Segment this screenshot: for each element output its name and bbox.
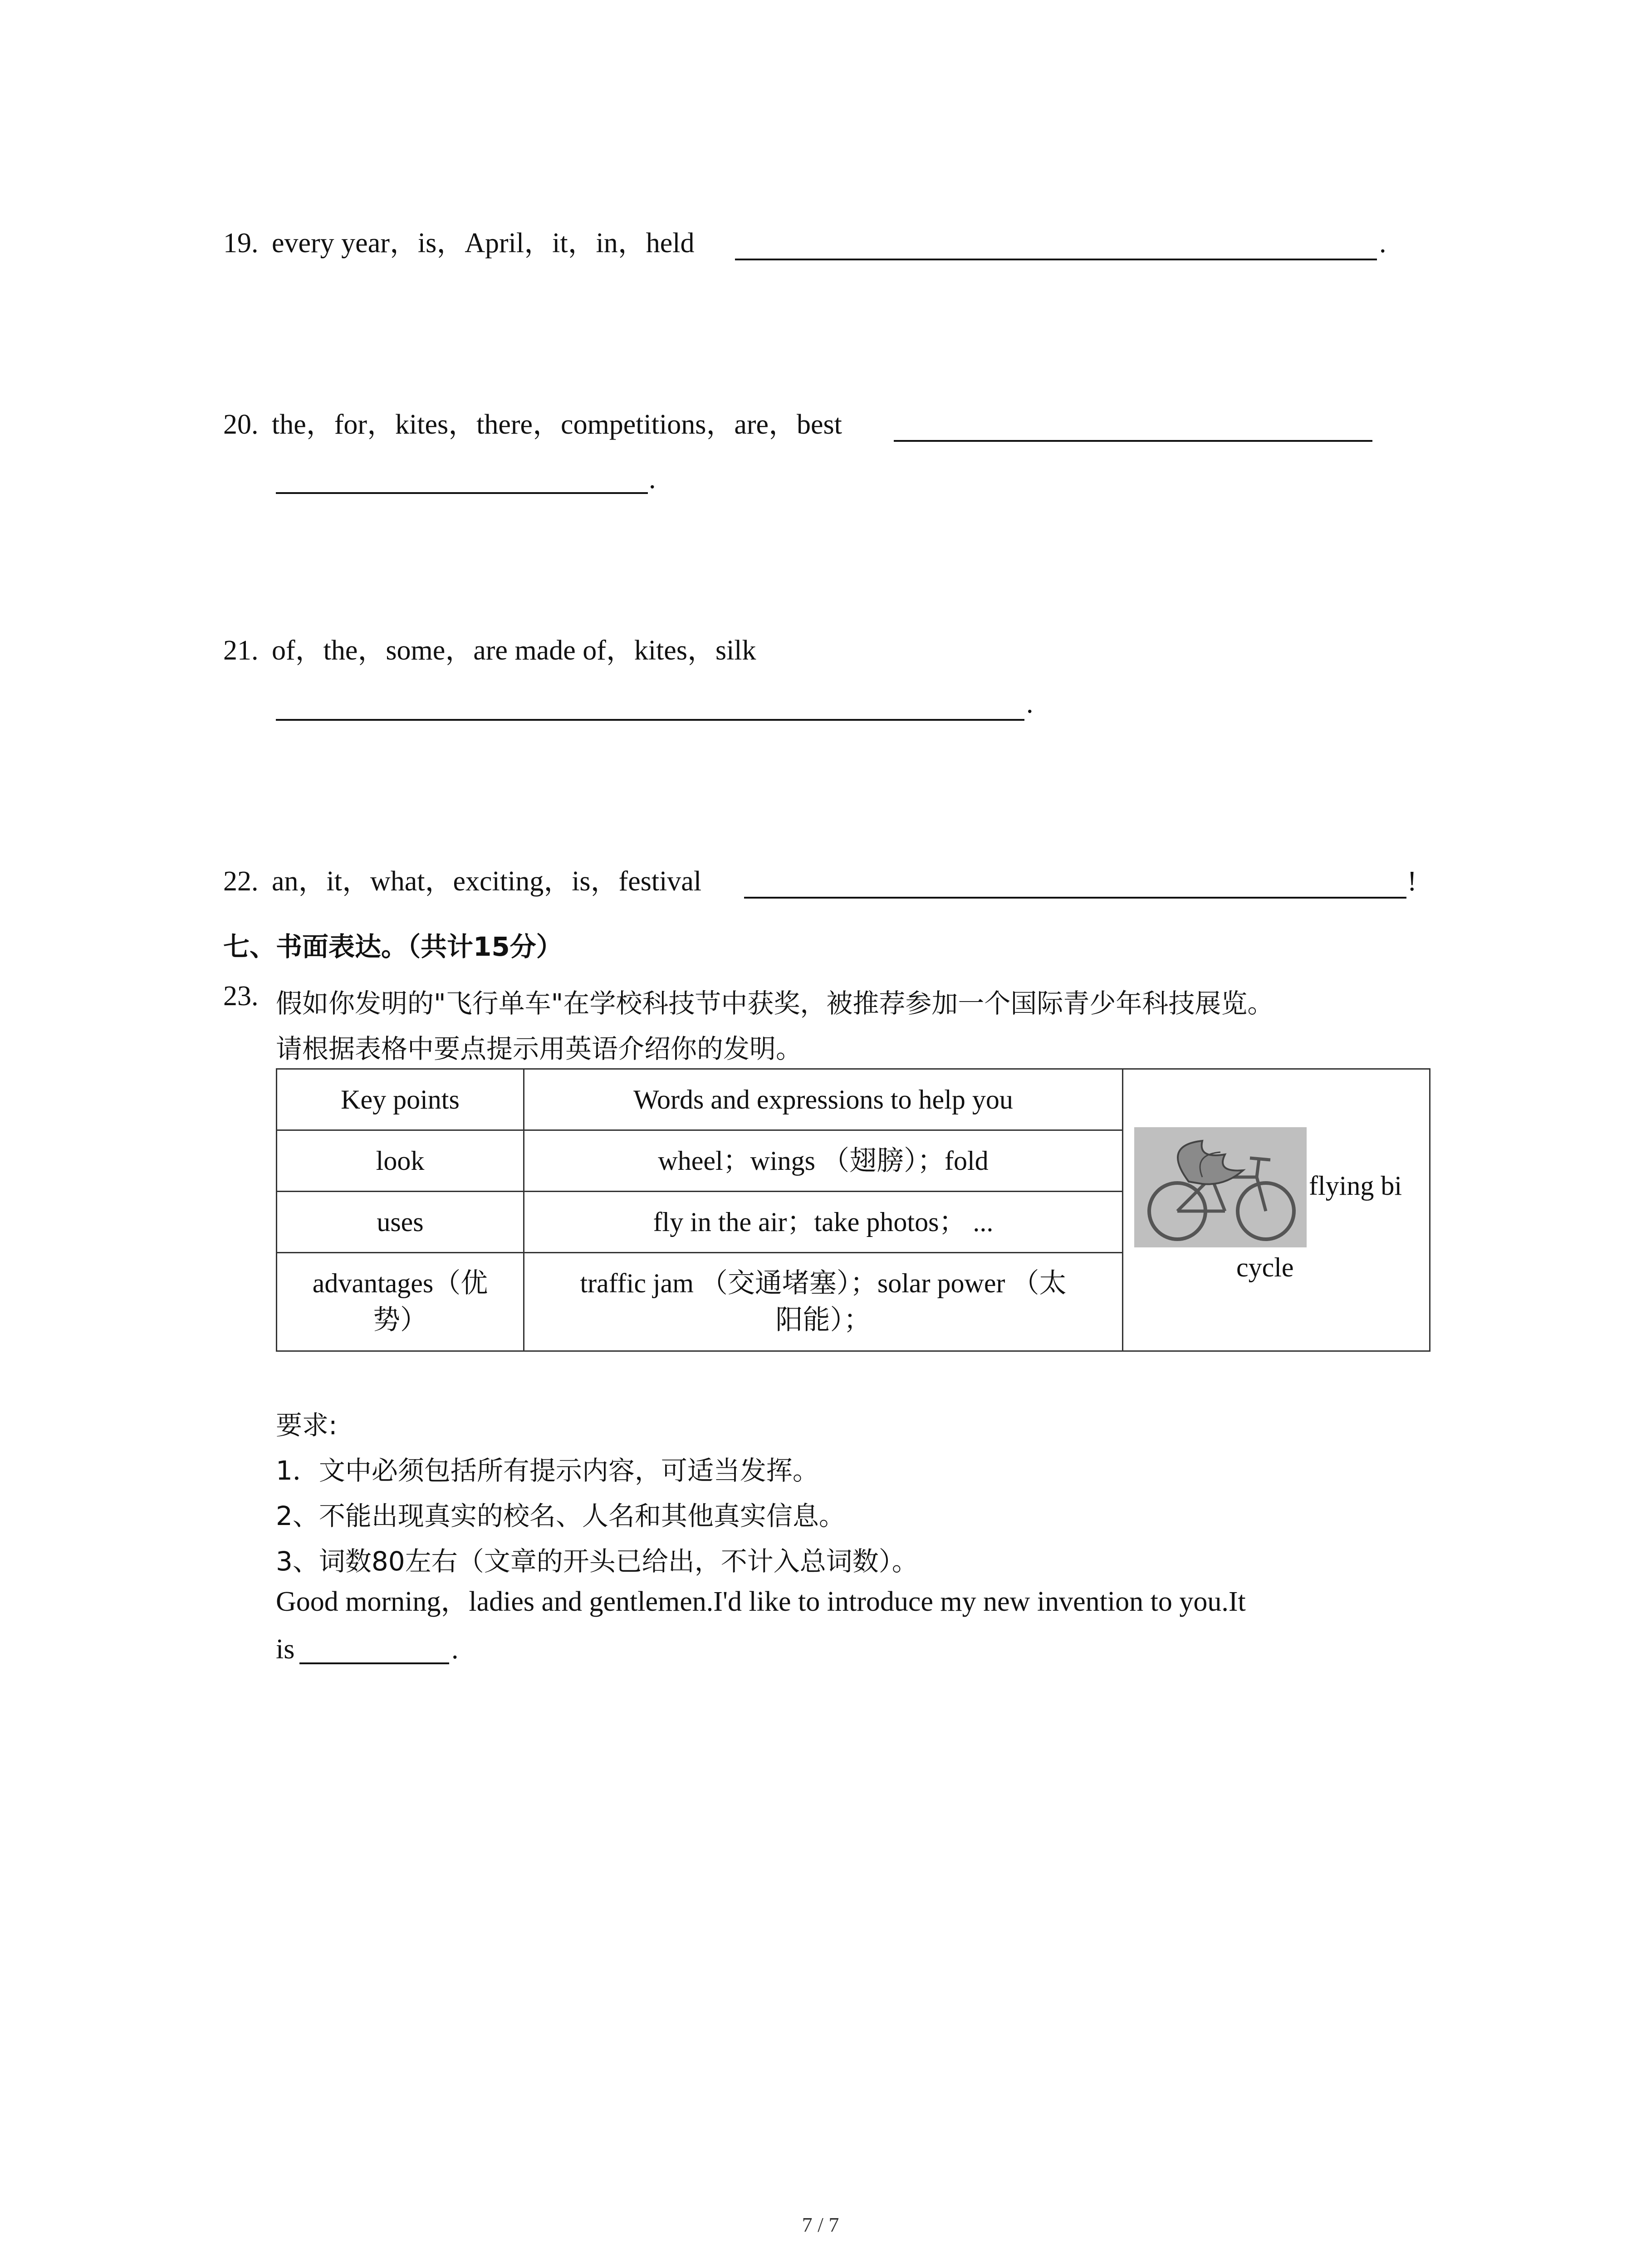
question-words: an，it，what，exciting，is，festival xyxy=(272,866,702,897)
words-line2: 阳能）； xyxy=(775,1305,871,1335)
end-punctuation-22: ! xyxy=(1407,866,1417,897)
question-21 xyxy=(223,636,756,665)
key-line1: advantages（优 xyxy=(312,1268,488,1298)
end-punctuation-20: . xyxy=(649,464,656,494)
bicycle-icon xyxy=(1134,1127,1307,1247)
requirement-item: 2、不能出现真实的校名、人名和其他真实信息。 xyxy=(276,1501,845,1531)
table-header-keypoints: Key points xyxy=(341,1084,460,1114)
page-number: 7 / 7 xyxy=(802,2213,839,2236)
question-number: 22. xyxy=(223,866,259,897)
answer-line-20a[interactable] xyxy=(894,440,1372,442)
question-number: 19. xyxy=(223,228,259,259)
image-caption-line2: cycle xyxy=(1236,1252,1294,1282)
opening-line2-start: is xyxy=(276,1634,295,1665)
opening-answer-line[interactable] xyxy=(299,1662,449,1664)
answer-line-20b[interactable] xyxy=(276,492,648,494)
requirement-item: 3、词数80左右（文章的开头已给出，不计入总词数）。 xyxy=(276,1546,918,1577)
question-words: the，for，kites，there，competitions，are，best xyxy=(272,409,842,440)
table-cell-key: uses xyxy=(377,1207,424,1237)
image-caption-line1: flying bi xyxy=(1309,1171,1402,1201)
answer-line-21[interactable] xyxy=(276,719,1024,721)
table-divider xyxy=(1122,1068,1123,1352)
answer-line-19[interactable] xyxy=(735,259,1377,260)
end-punctuation-19: . xyxy=(1379,228,1386,259)
question-23-line1: 假如你发明的"飞行单车"在学校科技节中获奖，被推荐参加一个国际青少年科技展览。 xyxy=(276,988,1274,1019)
opening-line1: Good morning，ladies and gentlemen.I'd like to introduce my new invention to you.It xyxy=(276,1586,1246,1617)
flying-bicycle-image xyxy=(1134,1127,1307,1247)
question-23-line2: 请根据表格中要点提示用英语介绍你的发明。 xyxy=(276,1033,803,1064)
table-cell-key xyxy=(277,1253,523,1350)
question-number: 20. xyxy=(223,409,259,440)
key-line2: 势） xyxy=(373,1305,427,1335)
table-cell-words: wheel；wings （翅膀）；fold xyxy=(658,1145,989,1176)
question-20 xyxy=(223,411,842,439)
question-23-number: 23. xyxy=(223,981,259,1012)
answer-line-22[interactable] xyxy=(744,897,1406,899)
question-words: of，the，some，are made of，kites，silk xyxy=(272,635,756,666)
opening-line2-end: . xyxy=(451,1634,459,1665)
table-cell-words: fly in the air；take photos； ... xyxy=(653,1207,994,1237)
question-number: 21. xyxy=(223,635,259,666)
section-heading: 七、书面表达。（共计15分） xyxy=(223,931,563,962)
question-words: every year，is，April，it，in，held xyxy=(272,228,695,259)
table-cell-key: look xyxy=(376,1145,425,1176)
words-line1: traffic jam （交通堵塞）；solar power （太 xyxy=(580,1268,1067,1298)
table-header-words: Words and expressions to help you xyxy=(633,1084,1013,1114)
requirements-title: 要求: xyxy=(276,1410,338,1441)
table-cell-words xyxy=(524,1253,1122,1350)
requirement-item: 1．文中必须包括所有提示内容，可适当发挥。 xyxy=(276,1455,819,1486)
end-punctuation-21: . xyxy=(1026,688,1034,719)
question-19 xyxy=(223,229,695,257)
question-22 xyxy=(223,867,701,895)
